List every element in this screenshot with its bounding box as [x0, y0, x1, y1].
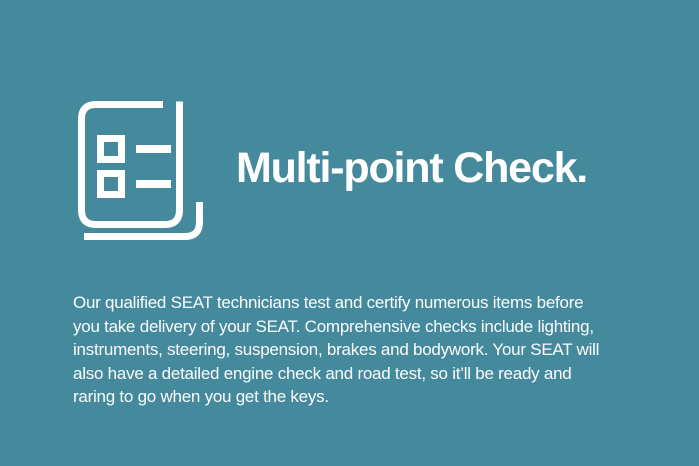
checklist-document-icon [77, 98, 203, 244]
body-line: instruments, steering, suspension, brakes and bodywork. Your SEAT will [73, 340, 600, 359]
body-line: Our qualified SEAT technicians test and certify numerous items before [73, 293, 584, 312]
body-line: you take delivery of your SEAT. Comprehensive checks include lighting, [73, 316, 594, 336]
body-line: also have a detailed engine check and road test, so it’ll be ready and [73, 363, 572, 383]
body-paragraph [73, 291, 599, 409]
multi-point-check-icon [77, 98, 203, 244]
body-line: raring to go when you get the keys. [73, 387, 329, 406]
page-title: Multi-point Check. [236, 144, 588, 192]
